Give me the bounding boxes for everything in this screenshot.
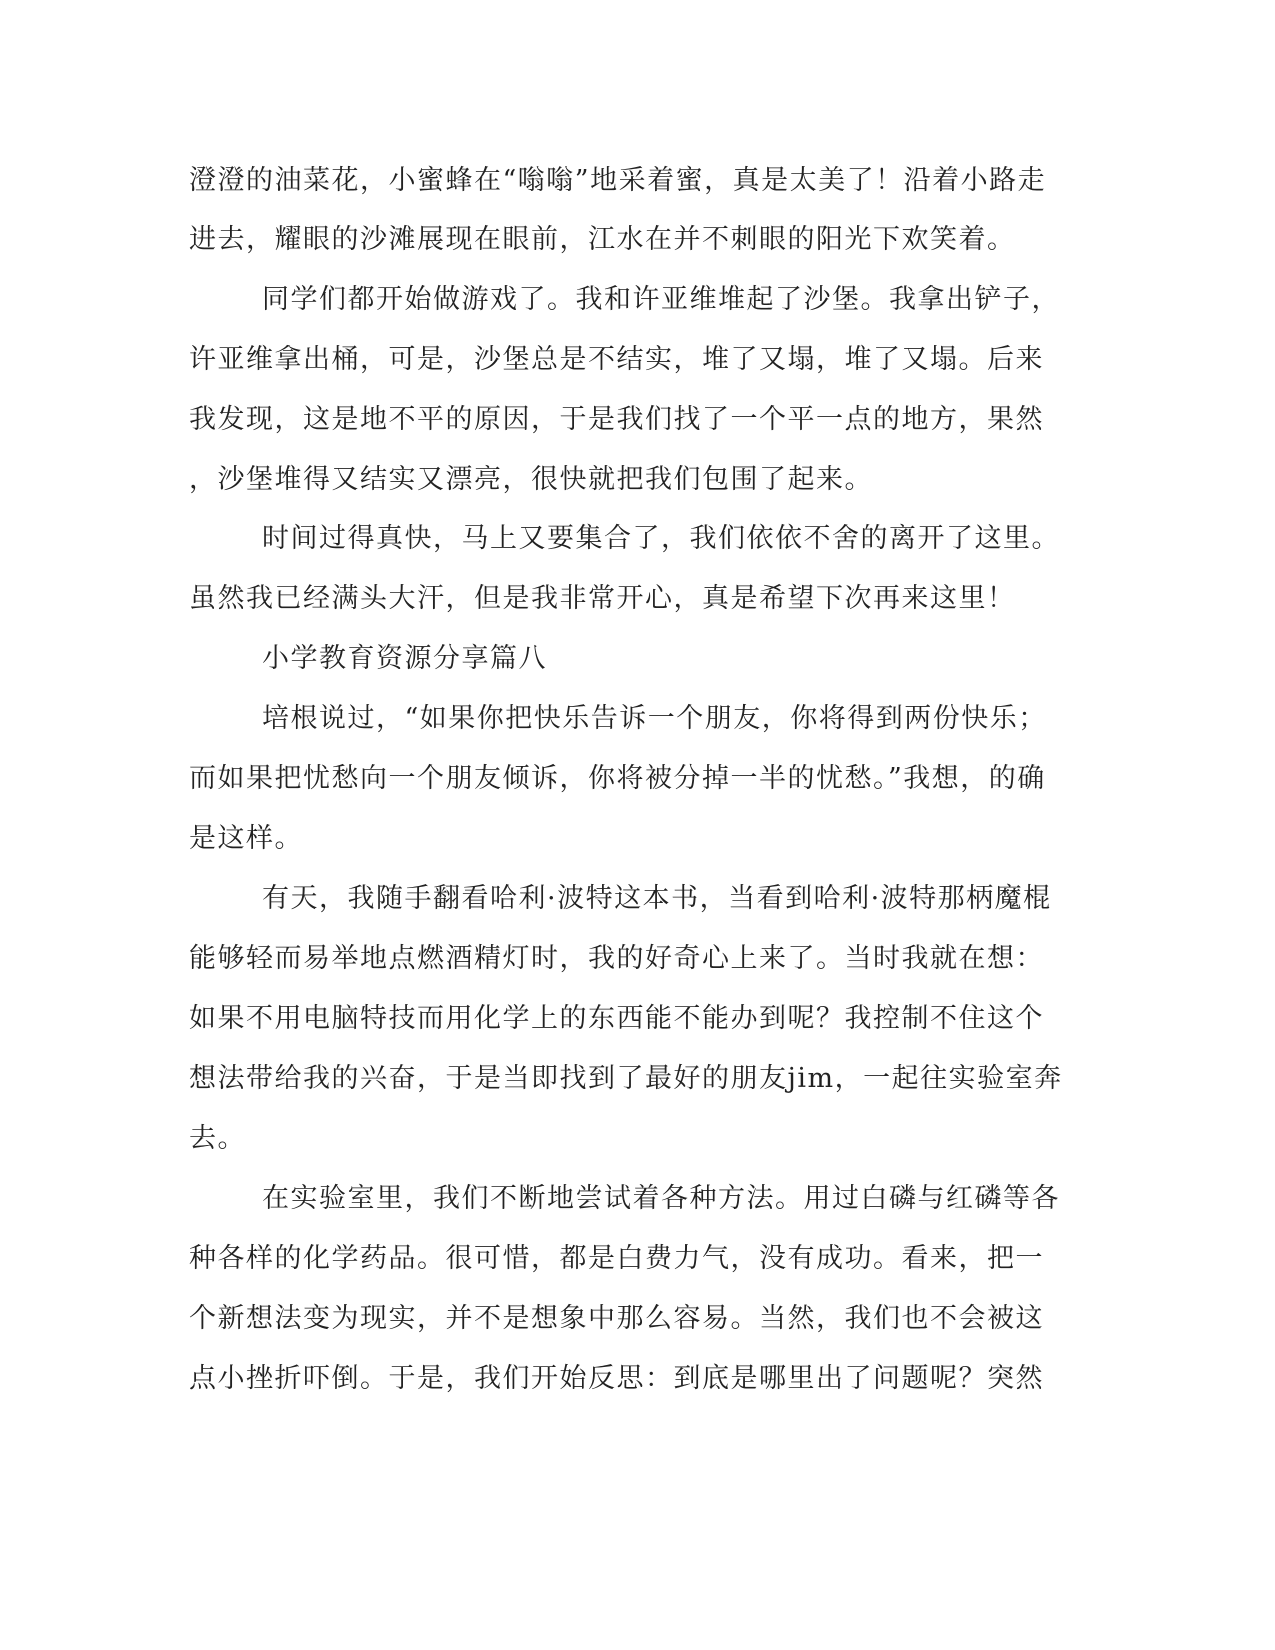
- text-line: 我发现，这是地不平的原因，于是我们找了一个平一点的地方，果然: [189, 404, 1044, 435]
- text-line: ，沙堡堆得又结实又漂亮，很快就把我们包围了起来。: [189, 464, 873, 495]
- section-heading: 小学教育资源分享篇八: [262, 643, 547, 674]
- text-line: 虽然我已经满头大汗，但是我非常开心，真是希望下次再来这里！: [189, 583, 1016, 614]
- text-line: 许亚维拿出桶，可是，沙堡总是不结实，堆了又塌，堆了又塌。后来: [189, 344, 1044, 375]
- text-line: 同学们都开始做游戏了。我和许亚维堆起了沙堡。我拿出铲子，: [262, 284, 1060, 315]
- text-line: 去。: [189, 1123, 246, 1154]
- text-line: 而如果把忧愁向一个朋友倾诉，你将被分掉一半的忧愁。”我想，的确: [189, 763, 1046, 794]
- text-line: 在实验室里，我们不断地尝试着各种方法。用过白磷与红磷等各: [262, 1183, 1060, 1214]
- text-line: 想法带给我的兴奋，于是当即找到了最好的朋友jim，一起往实验室奔: [189, 1063, 1063, 1094]
- text-line: 个新想法变为现实，并不是想象中那么容易。当然，我们也不会被这: [189, 1303, 1044, 1334]
- text-line: 如果不用电脑特技而用化学上的东西能不能办到呢？我控制不住这个: [189, 1003, 1044, 1034]
- text-line: 是这样。: [189, 823, 303, 854]
- text-line: 时间过得真快，马上又要集合了，我们依依不舍的离开了这里。: [262, 523, 1060, 554]
- text-line: 种各样的化学药品。很可惜，都是白费力气，没有成功。看来，把一: [189, 1243, 1044, 1274]
- text-line: 进去，耀眼的沙滩展现在眼前，江水在并不刺眼的阳光下欢笑着。: [189, 224, 1016, 255]
- text-line: 澄澄的油菜花，小蜜蜂在“嗡嗡”地采着蜜，真是太美了！沿着小路走: [189, 165, 1047, 196]
- text-line: 有天，我随手翻看哈利·波特这本书，当看到哈利·波特那柄魔棍: [262, 883, 1052, 914]
- text-line: 点小挫折吓倒。于是，我们开始反思：到底是哪里出了问题呢？突然: [189, 1363, 1044, 1394]
- text-line: 培根说过，“如果你把快乐告诉一个朋友，你将得到两份快乐；: [262, 703, 1047, 734]
- text-line: 能够轻而易举地点燃酒精灯时，我的好奇心上来了。当时我就在想：: [189, 943, 1044, 974]
